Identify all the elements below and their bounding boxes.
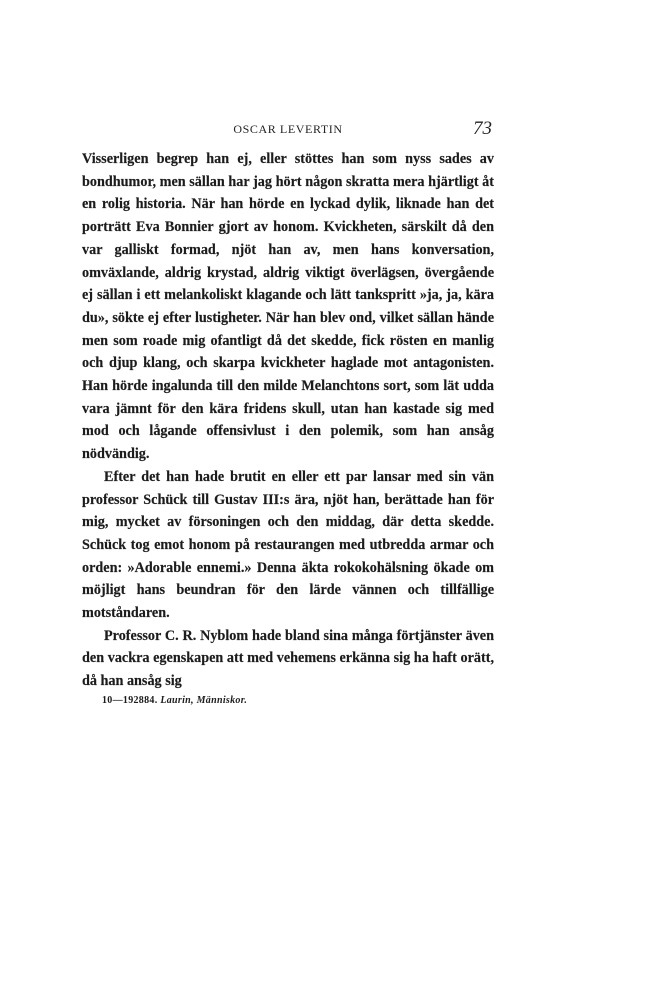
running-head-title: OSCAR LEVERTIN xyxy=(233,122,343,136)
signature-title: Laurin, Människor. xyxy=(160,694,248,706)
paragraph-2: Efter det han hade brutit en eller ett par lansar med sin vän professor Schück till Gustav III:s ära, njöt han, berättade han för mig, mycket av försoningen och den middag, där detta skedde. Schück tog emot honom på restaurangen med utbredda armar och orden: »Adorable ennemi.» Denna äkta rokokohälsning ökade om möjligt hans beundran för den lärde vännen och tillfällige motståndaren. xyxy=(82,468,494,622)
printer-signature xyxy=(102,695,494,706)
body-text xyxy=(82,148,494,693)
paragraph-3: Professor C. R. Nyblom hade bland sina många förtjänster även den vackra egenskapen att med vehemens erkänna sig ha haft orätt, då han ansåg sig xyxy=(82,627,494,690)
book-page xyxy=(82,118,494,706)
running-head xyxy=(82,118,494,148)
paragraph-1: Visserligen begrep han ej, eller stöttes han som nyss sades av bondhumor, men sällan har jag hört någon skratta mera hjärtligt åt en rolig historia. När han hörde en lyckad dylik, liknade han det porträtt Eva Bonnier gjort av honom. Kvickheten, särskilt då den var galliskt formad, njöt han av, men hans konversation, omväxlande, aldrig krystad, aldrig viktigt överlägsen, övergående ej sällan i ett melankoliskt klagande och lätt tankspritt »ja, ja, kära du», sökte ej efter lustigheter. När han blev ond, vilket sällan hände men som roade mig ofantligt då det skedde, fick rösten en manlig och djup klang, och skarpa kvickheter haglade mot antagonisten. Han hörde ingalunda till den milde Melanchtons sort, som lät udda vara jämnt för den kära fridens skull, utan han kastade sig med mod och lågande offensivlust i den polemik, som han ansåg nödvändig. xyxy=(82,151,494,463)
page-number: 73 xyxy=(473,118,492,139)
signature-code: 10—192884. xyxy=(102,694,158,706)
